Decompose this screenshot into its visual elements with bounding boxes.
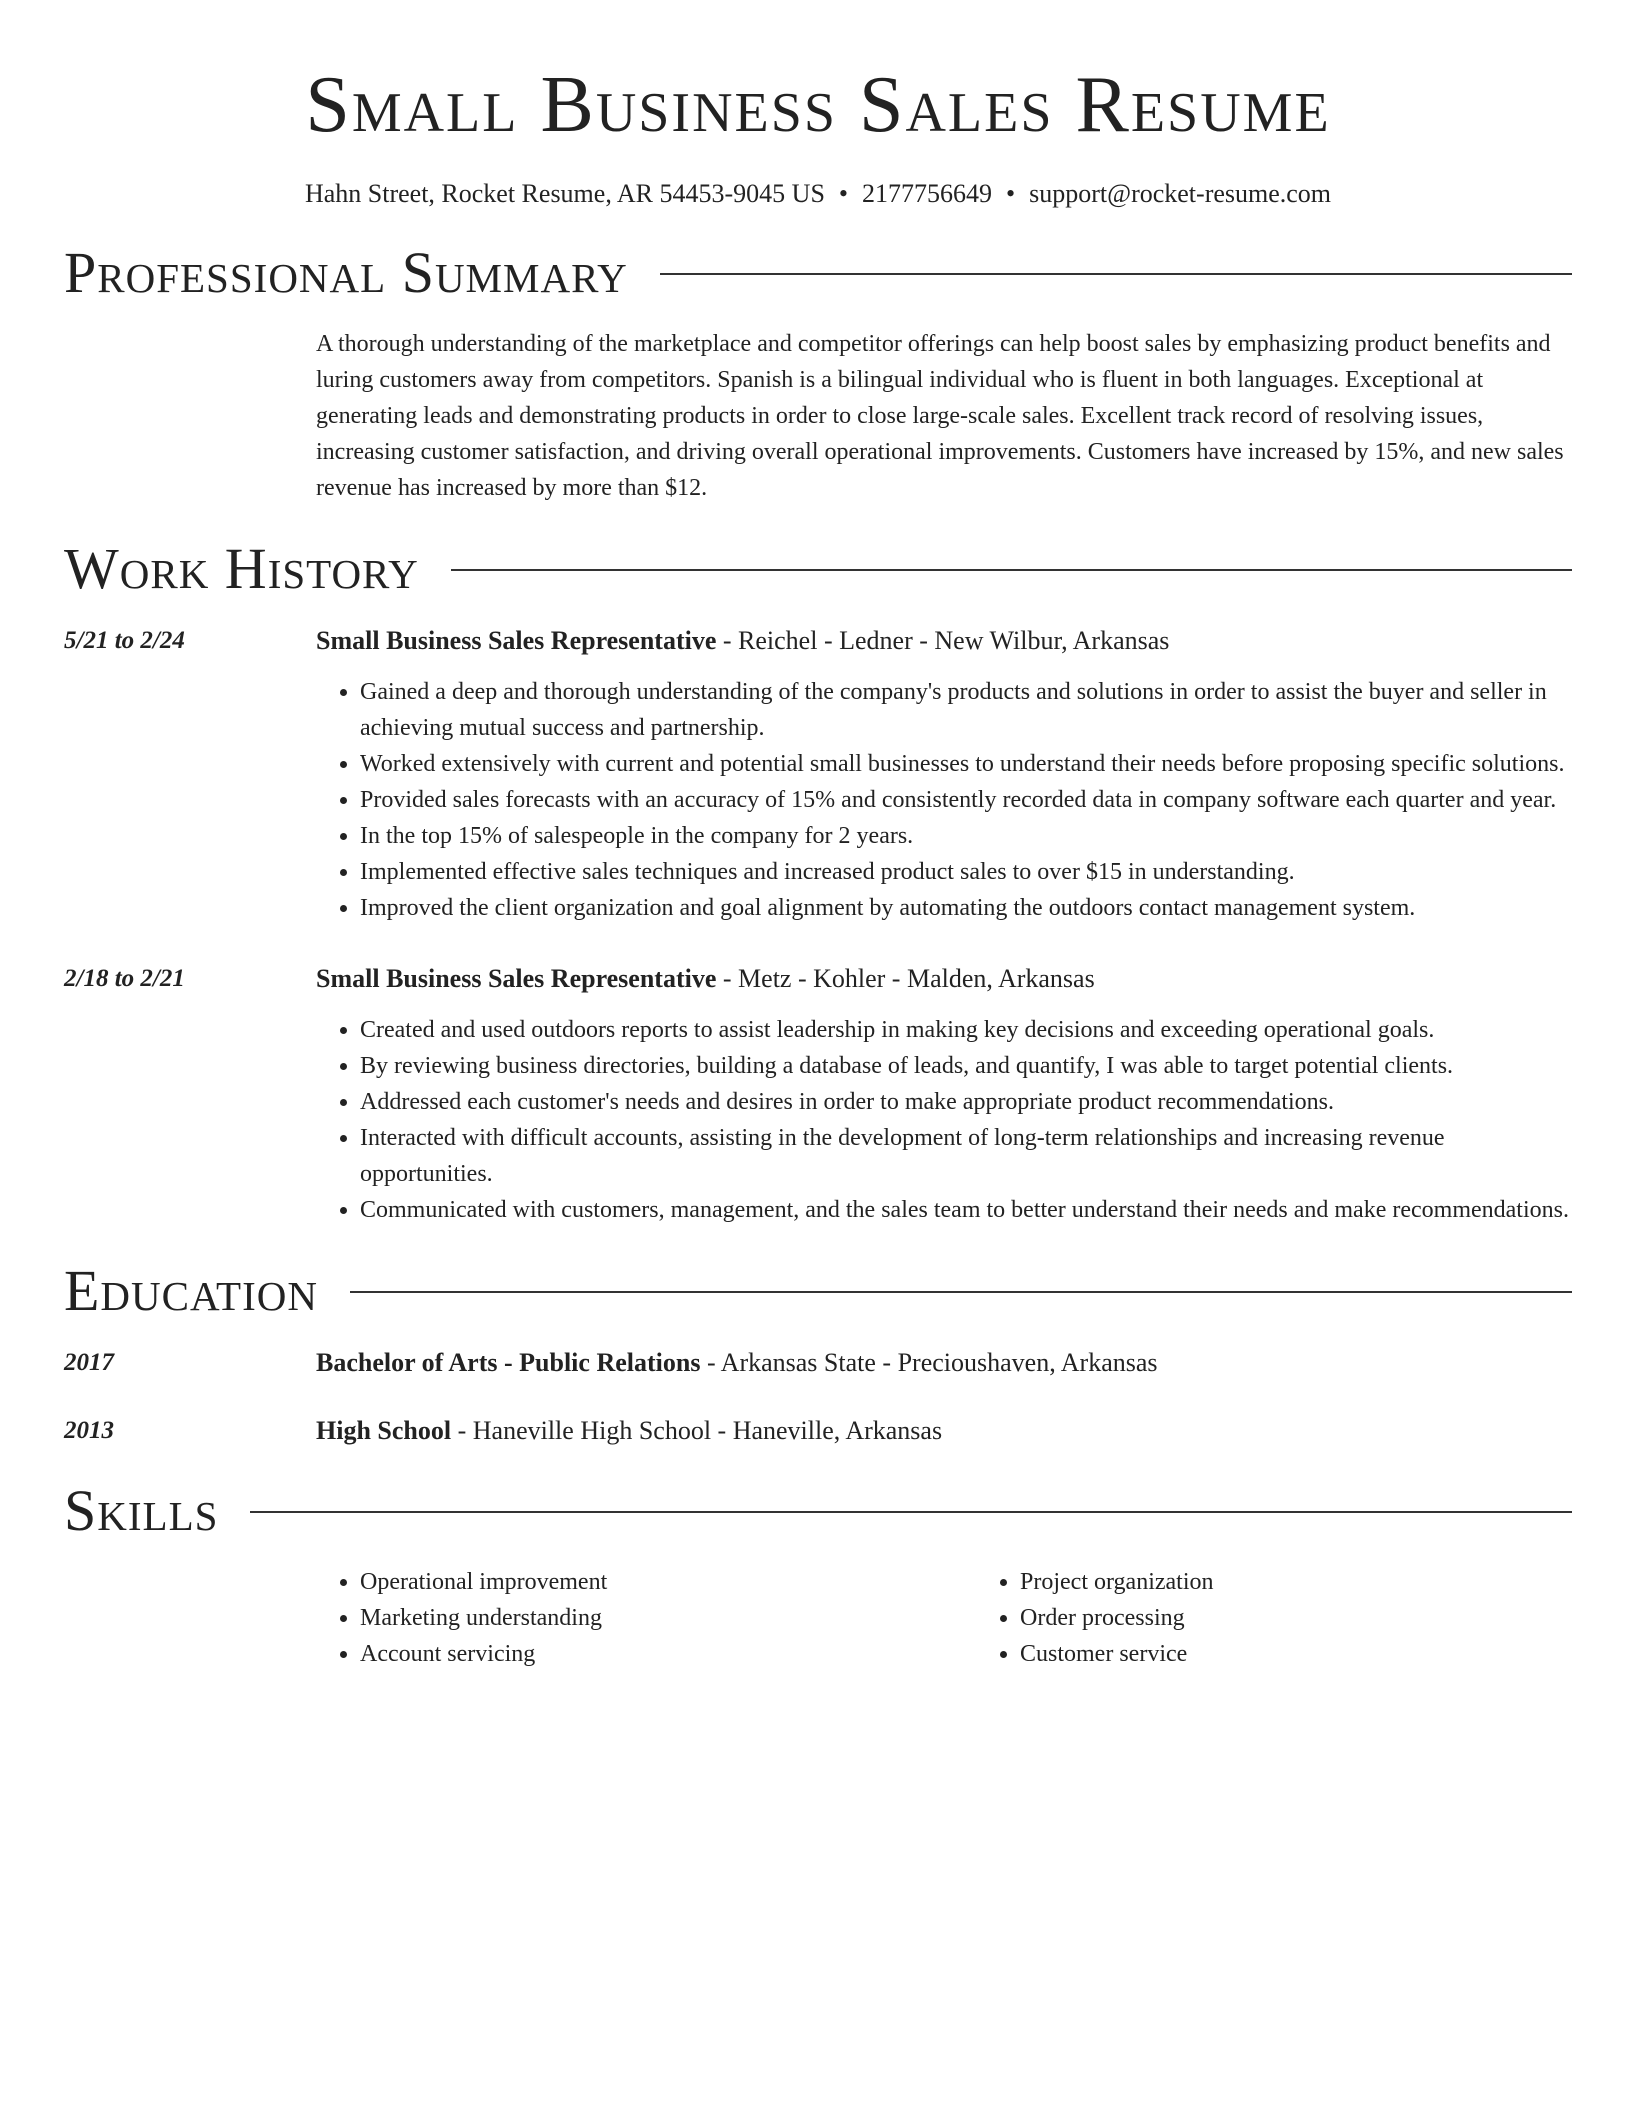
job-title: Small Business Sales Representative xyxy=(316,964,717,993)
education-year: 2017 xyxy=(64,1349,114,1376)
job-title-line xyxy=(316,962,1572,996)
section-header-summary xyxy=(64,238,1572,308)
section-title-education: Education xyxy=(64,1258,318,1323)
skill-item: • Customer service xyxy=(1020,1636,1632,1672)
job-body xyxy=(316,962,1572,1228)
section-title-work: Work History xyxy=(64,536,419,601)
section-divider xyxy=(660,273,1572,275)
job-entry xyxy=(64,624,1572,926)
page-title: Small Business Sales Resume xyxy=(305,61,1331,149)
job-details: - Reichel - Ledner - New Wilbur, Arkansas xyxy=(716,626,1170,655)
contact-phone: 2177756649 xyxy=(862,179,993,208)
section-header-education xyxy=(64,1256,1572,1326)
education-year: 2013 xyxy=(64,1417,114,1444)
job-bullet: • Addressed each customer's needs and desires in order to make appropriate product recommendations. xyxy=(360,1084,1572,1120)
job-entry xyxy=(64,962,1572,1228)
education-details: - Arkansas State - Precioushaven, Arkansas xyxy=(700,1348,1158,1377)
job-bullet: • Improved the client organization and goal alignment by automating the outdoors contact management system. xyxy=(360,890,1572,926)
job-bullets xyxy=(316,674,1572,926)
contact-address: Hahn Street, Rocket Resume, AR 54453-9045 US xyxy=(304,179,825,208)
skill-item: • Project organization xyxy=(1020,1564,1632,1600)
contact-separator: • xyxy=(838,179,849,208)
section-divider xyxy=(451,569,1572,571)
skill-item: • Order processing xyxy=(1020,1600,1632,1636)
skill-item: • Operational improvement xyxy=(360,1564,976,1600)
job-bullet: • Provided sales forecasts with an accuracy of 15% and consistently recorded data in company software each quarter and year. xyxy=(360,782,1572,818)
contact-email: support@rocket-resume.com xyxy=(1029,179,1332,208)
section-divider xyxy=(350,1291,1572,1293)
job-bullet: • Gained a deep and thorough understanding of the company's products and solutions in order to assist the buyer and seller in achieving mutual success and partnership. xyxy=(360,674,1572,746)
education-details: - Haneville High School - Haneville, Arkansas xyxy=(451,1416,943,1445)
education-line xyxy=(316,1346,1572,1380)
skill-item: • Marketing understanding xyxy=(360,1600,976,1636)
skills-column-right xyxy=(976,1564,1632,1672)
job-title: Small Business Sales Representative xyxy=(316,626,717,655)
job-bullet: • In the top 15% of salespeople in the company for 2 years. xyxy=(360,818,1572,854)
contact-line xyxy=(64,178,1572,210)
job-title-line xyxy=(316,624,1572,658)
education-degree: High School xyxy=(316,1416,452,1445)
education-line xyxy=(316,1414,1572,1448)
job-bullet: • Interacted with difficult accounts, assisting in the development of long-term relationships and increasing revenue opportunities. xyxy=(360,1120,1572,1192)
skill-item: • Account servicing xyxy=(360,1636,976,1672)
job-dates: 5/21 to 2/24 xyxy=(64,627,185,654)
skills-column-left xyxy=(316,1564,976,1672)
job-bullet: • Worked extensively with current and potential small businesses to understand their needs before proposing specific solutions. xyxy=(360,746,1572,782)
section-divider xyxy=(250,1511,1572,1513)
education-entry xyxy=(64,1414,1572,1448)
resume-page xyxy=(64,0,1572,1672)
section-title-skills: Skills xyxy=(64,1478,219,1543)
job-bullet: • Created and used outdoors reports to assist leadership in making key decisions and exceeding operational goals. xyxy=(360,1012,1572,1048)
summary-text: A thorough understanding of the marketplace and competitor offerings can help boost sales by emphasizing product benefits and luring customers away from competitors. Spanish is a bilingual individual who is fluent in both languages. Exceptional at generating leads and demonstrating products in order to close large-scale sales. Excellent track record of resolving issues, increasing customer satisfaction, and driving overall operational improvements. Customers have increased by 15%, and new sales revenue has increased by more than $12. xyxy=(316,331,1564,501)
job-header xyxy=(64,962,1572,1228)
job-dates: 2/18 to 2/21 xyxy=(64,965,185,992)
section-title-summary: Professional Summary xyxy=(64,240,628,305)
section-header-skills xyxy=(64,1476,1572,1546)
job-body xyxy=(316,624,1572,926)
education-degree: Bachelor of Arts - Public Relations xyxy=(316,1348,701,1377)
job-bullet: • By reviewing business directories, building a database of leads, and quantify, I was able to target potential clients. xyxy=(360,1048,1572,1084)
skills-grid xyxy=(316,1564,1572,1672)
job-bullet: • Implemented effective sales techniques and increased product sales to over $15 in understanding. xyxy=(360,854,1572,890)
job-bullets xyxy=(316,1012,1572,1228)
job-bullet: • Communicated with customers, management, and the sales team to better understand their needs and make recommendations. xyxy=(360,1192,1572,1228)
job-details: - Metz - Kohler - Malden, Arkansas xyxy=(716,964,1095,993)
section-header-work xyxy=(64,534,1572,604)
job-header xyxy=(64,624,1572,926)
contact-separator: • xyxy=(1006,179,1016,208)
education-entry xyxy=(64,1346,1572,1380)
